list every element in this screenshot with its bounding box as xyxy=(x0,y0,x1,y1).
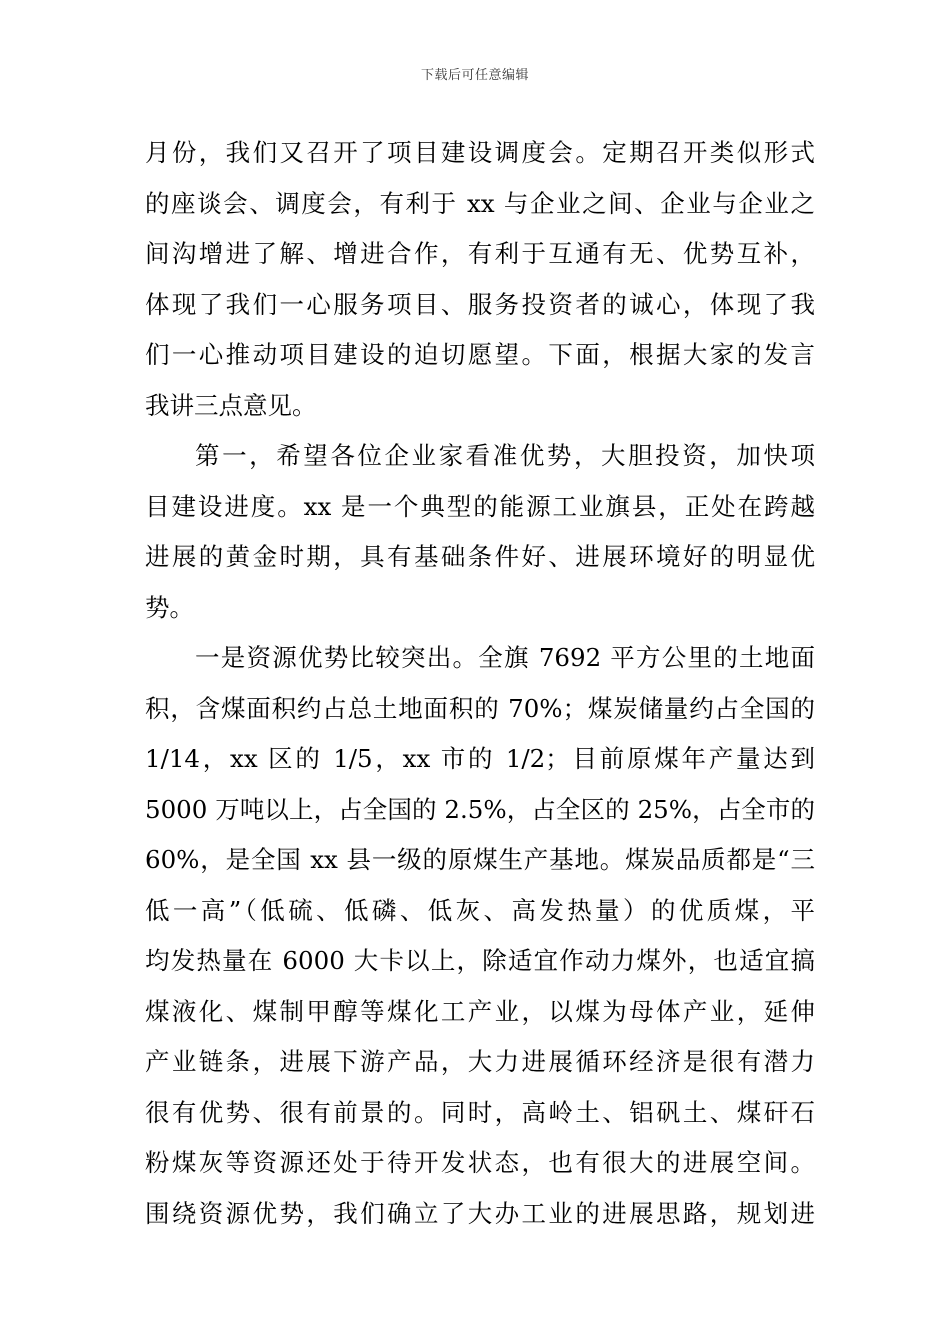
text-line: 一是资源优势比较突出。全旗 7692 平方公里的土地面 xyxy=(195,643,815,672)
header-note: 下载后可任意编辑 xyxy=(420,68,529,83)
text-line: 的座谈会、调度会，有利于 xx 与企业之间、企业与企业之 xyxy=(145,188,815,218)
text-line: 1/14，xx 区的 1/5，xx 市的 1/2；目前原煤年产量达到 xyxy=(145,744,815,773)
text-line: 60%，是全国 xx 县一级的原煤生产基地。煤炭品质都是“三 xyxy=(145,845,815,874)
text-line: 进展的黄金时期，具有基础条件好、进展环境好的明显优 xyxy=(145,542,815,571)
text-line: 我讲三点意见。 xyxy=(145,390,317,420)
text-line: 积，含煤面积约占总土地面积的 70%；煤炭储量约占全国的 xyxy=(145,693,815,723)
text-line: 月份，我们又召开了项目建设调度会。定期召开类似形式 xyxy=(145,138,815,167)
text-line: 间沟增进了解、增进合作，有利于互通有无、优势互补， xyxy=(145,239,815,268)
text-line: 们一心推动项目建设的迫切愿望。下面，根据大家的发言 xyxy=(145,340,815,369)
text-line: 粉煤灰等资源还处于待开发状态，也有很大的进展空间。 xyxy=(145,1148,815,1177)
text-line: 很有优势、很有前景的。同时，高岭土、铝矾土、煤矸石 xyxy=(145,1097,815,1127)
text-line: 围绕资源优势，我们确立了大办工业的进展思路，规划进 xyxy=(145,1198,815,1228)
text-line: 体现了我们一心服务项目、服务投资者的诚心，体现了我 xyxy=(145,289,815,319)
text-line: 目建设进度。xx 是一个典型的能源工业旗县，正处在跨越 xyxy=(145,491,815,521)
text-line: 煤液化、煤制甲醇等煤化工产业，以煤为母体产业，延伸 xyxy=(145,996,815,1026)
text-line: 5000 万吨以上，占全国的 2.5%，占全区的 25%，占全市的 xyxy=(145,794,815,824)
text-line: 第一，希望各位企业家看准优势，大胆投资，加快项 xyxy=(195,441,815,470)
body-text xyxy=(145,128,815,1239)
text-line: 均发热量在 6000 大卡以上，除适宜作动力煤外，也适宜搞 xyxy=(145,946,815,975)
text-line: 产业链条，进展下游产品，大力进展循环经济是很有潜力 xyxy=(145,1047,815,1076)
text-line: 势。 xyxy=(145,592,194,622)
text-line: 低一高”（低硫、低磷、低灰、高发热量）的优质煤，平 xyxy=(145,895,815,925)
